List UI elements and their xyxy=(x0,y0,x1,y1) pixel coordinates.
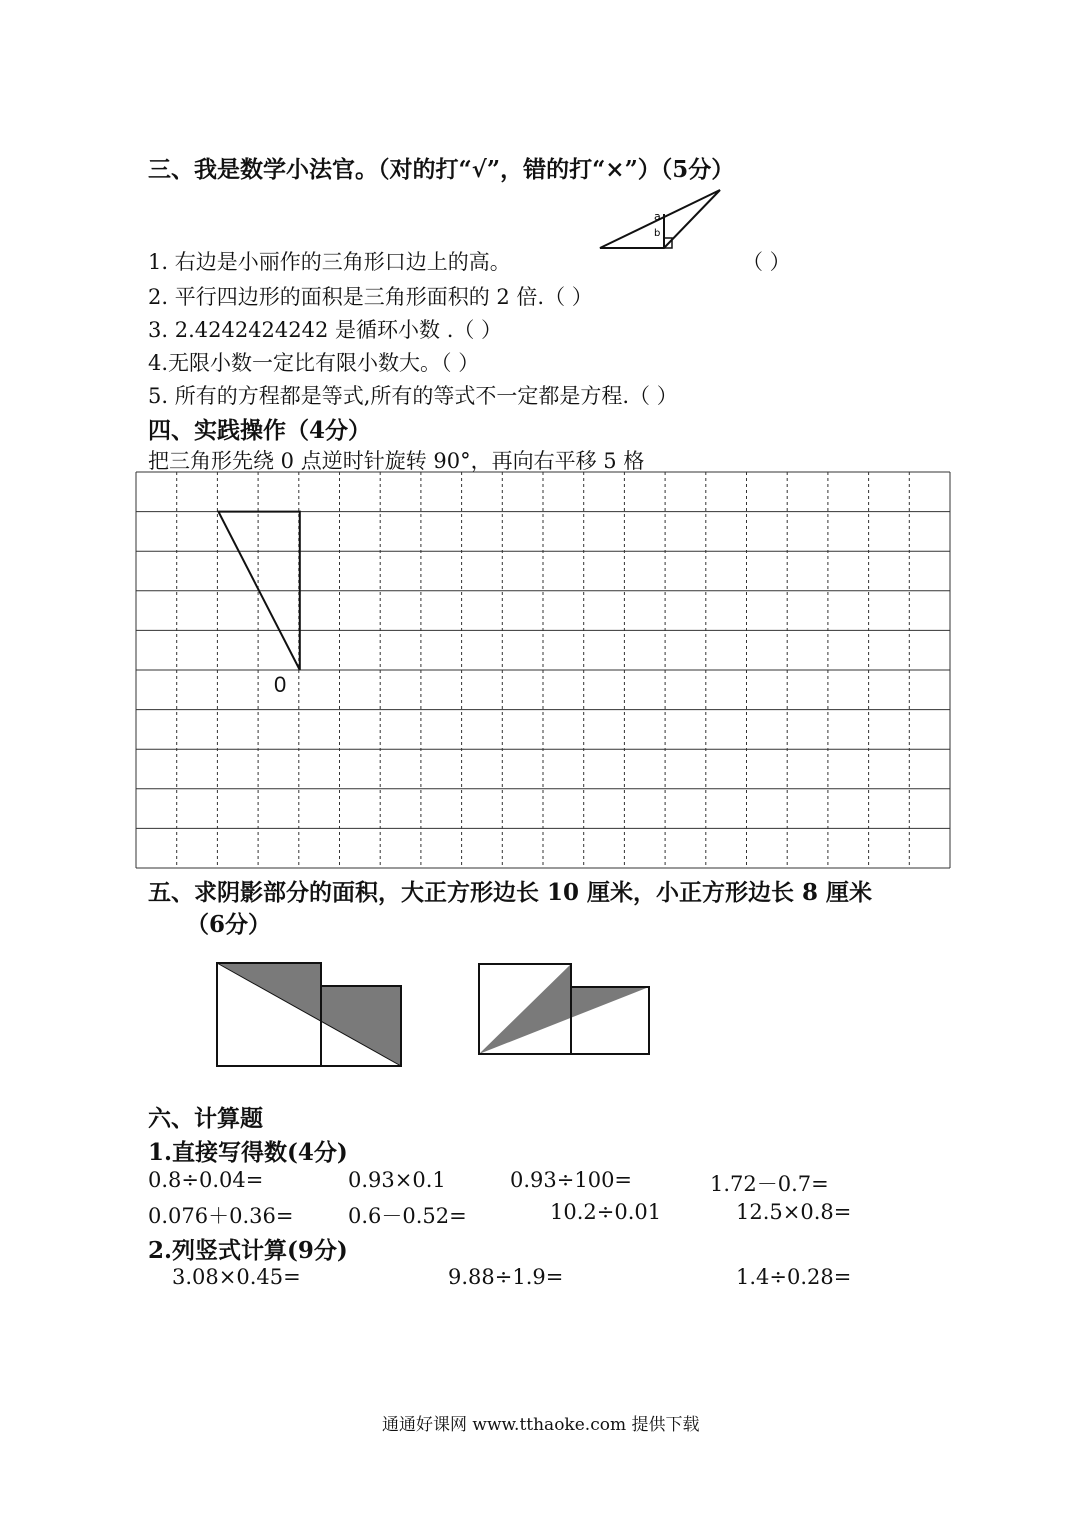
section6-title: 六、计算题 xyxy=(148,1105,263,1132)
vertical-calc-item: 9.88÷1.9= xyxy=(448,1265,564,1289)
part1-title: 1.直接写得数(4分) xyxy=(148,1139,348,1166)
calc-item: 12.5×0.8= xyxy=(736,1200,852,1224)
rotation-point-label: 0 xyxy=(274,672,287,697)
sloped-triangle-figure xyxy=(596,186,726,252)
section4-title: 四、实践操作（4分） xyxy=(148,417,372,444)
calc-item: 0.076＋0.36= xyxy=(148,1204,294,1228)
calc-item: 0.8÷0.04= xyxy=(148,1168,264,1192)
section4-instruction: 把三角形先绕 0 点逆时针旋转 90°，再向右平移 5 格 xyxy=(148,449,645,473)
calc-item: 0.93×0.1 xyxy=(348,1168,446,1192)
calc-item: 0.93÷100= xyxy=(510,1168,633,1192)
judge-item-4: 4.无限小数一定比有限小数大。（ ） xyxy=(148,351,480,375)
vertical-calc-item: 1.4÷0.28= xyxy=(736,1265,852,1289)
figure-label-b: b xyxy=(654,228,661,239)
section3-title: 三、我是数学小法官。（对的打“√”，错的打“×”）（5分） xyxy=(148,156,735,183)
section5-title-line2: （6分） xyxy=(186,911,272,938)
judge-item-1: 1. 右边是小丽作的三角形口边上的高。 xyxy=(148,250,511,274)
judge-item-5: 5. 所有的方程都是等式,所有的等式不一定都是方程.（ ） xyxy=(148,384,678,408)
footer-text: 通通好课网 www.tthaoke.com 提供下载 xyxy=(382,1415,700,1435)
vertical-calc-item: 3.08×0.45= xyxy=(172,1265,301,1289)
rotation-grid xyxy=(136,472,950,868)
calc-item: 0.6－0.52= xyxy=(348,1204,467,1228)
calc-item: 1.72－0.7= xyxy=(710,1172,829,1196)
figure-label-a: a xyxy=(654,210,661,223)
judge-item-1-blank: （ ） xyxy=(742,250,791,274)
judge-item-3: 3. 2.4242424242 是循环小数 .（ ） xyxy=(148,318,503,342)
shaded-figure-2 xyxy=(477,962,653,1056)
section5-title-line1: 五、求阴影部分的面积，大正方形边长 10 厘米，小正方形边长 8 厘米 xyxy=(148,879,873,906)
judge-item-2: 2. 平行四边形的面积是三角形面积的 2 倍.（ ） xyxy=(148,285,593,309)
calc-item: 10.2÷0.01 xyxy=(550,1200,662,1224)
shaded-figure-1 xyxy=(216,962,404,1068)
part2-title: 2.列竖式计算(9分) xyxy=(148,1237,348,1264)
